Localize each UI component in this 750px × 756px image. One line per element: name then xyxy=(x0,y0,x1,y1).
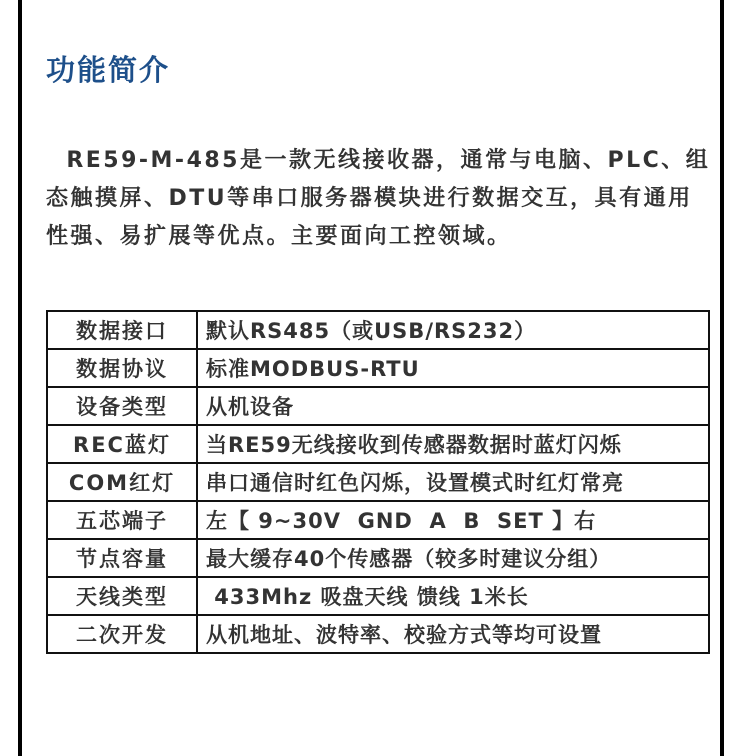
table-row xyxy=(47,577,709,615)
table-row xyxy=(47,539,709,577)
spec-value: 433Mhz 吸盘天线 馈线 1米长 xyxy=(197,577,709,615)
spec-label: 二次开发 xyxy=(47,615,197,653)
table-row xyxy=(47,387,709,425)
intro-text: RE59-M-485是一款无线接收器，通常与电脑、PLC、组态触摸屏、DTU等串口服务器模块进行数据交互，具有通用性强、易扩展等优点。主要面向工控领域。 xyxy=(46,148,711,249)
spec-label: 设备类型 xyxy=(47,387,197,425)
spec-label: 节点容量 xyxy=(47,539,197,577)
spec-value: 标准MODBUS-RTU xyxy=(197,349,709,387)
spec-label: REC蓝灯 xyxy=(47,425,197,463)
table-row xyxy=(47,501,709,539)
spec-label: 五芯端子 xyxy=(47,501,197,539)
spec-value: 当RE59无线接收到传感器数据时蓝灯闪烁 xyxy=(197,425,709,463)
table-row xyxy=(47,615,709,653)
spec-value: 从机地址、波特率、校验方式等均可设置 xyxy=(197,615,709,653)
spec-label: COM红灯 xyxy=(47,463,197,501)
table-row xyxy=(47,349,709,387)
intro-paragraph xyxy=(46,142,716,256)
table-row xyxy=(47,425,709,463)
spec-table xyxy=(46,310,710,654)
table-row xyxy=(47,463,709,501)
section-title: 功能简介 xyxy=(46,53,171,87)
spec-label: 数据接口 xyxy=(47,311,197,349)
spec-value: 从机设备 xyxy=(197,387,709,425)
spec-label: 天线类型 xyxy=(47,577,197,615)
spec-value: 最大缓存40个传感器（较多时建议分组） xyxy=(197,539,709,577)
spec-value: 串口通信时红色闪烁，设置模式时红灯常亮 xyxy=(197,463,709,501)
spec-value: 默认RS485（或USB/RS232） xyxy=(197,311,709,349)
table-row xyxy=(47,311,709,349)
spec-value: 左【 9~30V GND A B SET 】右 xyxy=(197,501,709,539)
spec-label: 数据协议 xyxy=(47,349,197,387)
